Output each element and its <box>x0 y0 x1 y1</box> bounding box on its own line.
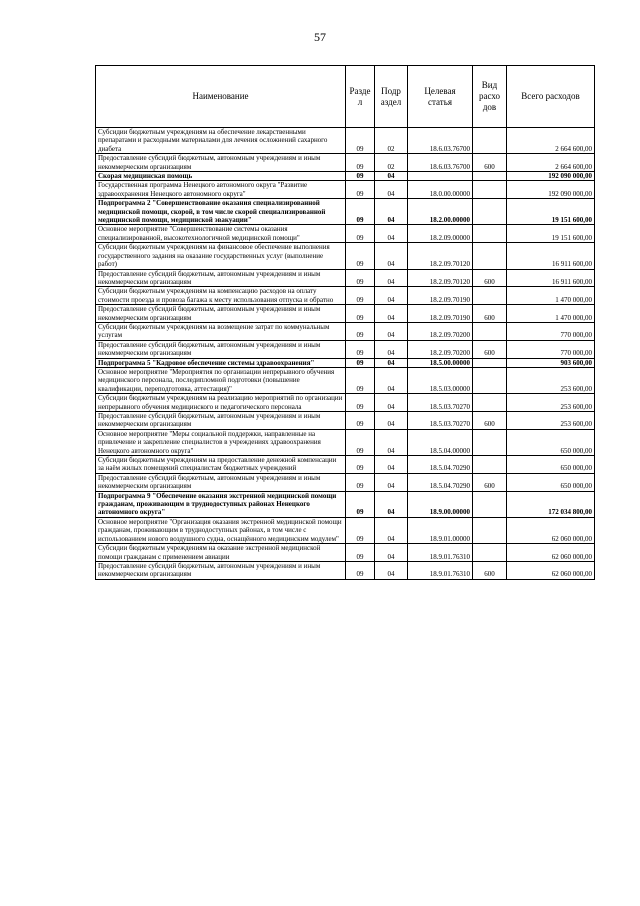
column-header-type: Вид расхо дов <box>473 66 507 128</box>
row-razdel-cell: 09 <box>346 322 375 340</box>
row-target-cell: 18.9.00.00000 <box>408 491 473 517</box>
row-type-cell <box>473 128 507 154</box>
row-razdel-cell: 09 <box>346 154 375 172</box>
row-podrazdel-cell: 04 <box>375 561 408 579</box>
row-razdel-cell: 09 <box>346 172 375 181</box>
row-name-cell: Скорая медицинская помощь <box>96 172 346 181</box>
row-name-cell: Основное мероприятие "Меры социальной поддержки, направленные на привлечение и закрепление специалистов в учреждениях здравоохранения Ненецкого автономного округа" <box>96 429 346 455</box>
row-total-cell: 192 090 000,00 <box>507 181 595 199</box>
row-type-cell: 600 <box>473 473 507 491</box>
row-target-cell: 18.5.03.00000 <box>408 367 473 393</box>
row-podrazdel-cell: 04 <box>375 412 408 430</box>
row-total-cell: 1 470 000,00 <box>507 287 595 305</box>
row-total-cell: 16 911 600,00 <box>507 269 595 287</box>
row-target-cell: 18.2.09.70120 <box>408 269 473 287</box>
row-target-cell: 18.9.01.76310 <box>408 544 473 562</box>
table-row <box>96 199 595 225</box>
row-total-cell: 16 911 600,00 <box>507 243 595 269</box>
row-razdel-cell: 09 <box>346 429 375 455</box>
row-razdel-cell: 09 <box>346 340 375 358</box>
row-podrazdel-cell: 04 <box>375 473 408 491</box>
row-razdel-cell: 09 <box>346 394 375 412</box>
row-podrazdel-cell: 04 <box>375 394 408 412</box>
row-razdel-cell: 09 <box>346 517 375 543</box>
row-total-cell: 62 060 000,00 <box>507 517 595 543</box>
table-row <box>96 225 595 243</box>
row-name-cell: Субсидии бюджетным учреждениям на реализацию мероприятий по организации непрерывного обучения медицинского и педагогического персонала <box>96 394 346 412</box>
row-total-cell: 192 090 000,00 <box>507 172 595 181</box>
table-row <box>96 367 595 393</box>
table-row <box>96 429 595 455</box>
row-total-cell: 253 600,00 <box>507 367 595 393</box>
row-podrazdel-cell: 04 <box>375 172 408 181</box>
row-podrazdel-cell: 04 <box>375 544 408 562</box>
row-razdel-cell: 09 <box>346 128 375 154</box>
row-podrazdel-cell: 04 <box>375 181 408 199</box>
row-razdel-cell: 09 <box>346 456 375 474</box>
table-row <box>96 154 595 172</box>
row-target-cell <box>408 172 473 181</box>
row-name-cell: Подпрограмма 9 "Обеспечение оказания экстренной медицинской помощи гражданам, проживающим в труднодоступных районах Ненецкого автономного округа" <box>96 491 346 517</box>
row-type-cell <box>473 172 507 181</box>
row-podrazdel-cell: 02 <box>375 128 408 154</box>
row-name-cell: Субсидии бюджетным учреждениям на оказание экстренной медицинской помощи гражданам с применением авиации <box>96 544 346 562</box>
row-razdel-cell: 09 <box>346 243 375 269</box>
column-header-total: Всего расходов <box>507 66 595 128</box>
row-podrazdel-cell: 04 <box>375 456 408 474</box>
table-row <box>96 128 595 154</box>
row-total-cell: 903 600,00 <box>507 358 595 367</box>
row-razdel-cell: 09 <box>346 367 375 393</box>
row-total-cell: 770 000,00 <box>507 322 595 340</box>
row-type-cell <box>473 358 507 367</box>
table-row <box>96 322 595 340</box>
row-podrazdel-cell: 02 <box>375 154 408 172</box>
row-name-cell: Предоставление субсидий бюджетным, автономным учреждениям и иным некоммерческим организациям <box>96 412 346 430</box>
row-name-cell: Предоставление субсидий бюджетным, автономным учреждениям и иным некоммерческим организациям <box>96 340 346 358</box>
table-row <box>96 544 595 562</box>
row-target-cell: 18.9.01.76310 <box>408 561 473 579</box>
row-target-cell: 18.5.04.00000 <box>408 429 473 455</box>
row-type-cell <box>473 517 507 543</box>
row-type-cell <box>473 491 507 517</box>
table-row <box>96 394 595 412</box>
row-podrazdel-cell: 04 <box>375 287 408 305</box>
row-target-cell: 18.5.03.70270 <box>408 412 473 430</box>
row-target-cell: 18.2.09.70200 <box>408 322 473 340</box>
row-razdel-cell: 09 <box>346 412 375 430</box>
row-razdel-cell: 09 <box>346 305 375 323</box>
row-target-cell: 18.2.09.70200 <box>408 340 473 358</box>
row-podrazdel-cell: 04 <box>375 429 408 455</box>
row-target-cell: 18.2.00.00000 <box>408 199 473 225</box>
row-podrazdel-cell: 04 <box>375 199 408 225</box>
row-target-cell: 18.2.09.70190 <box>408 305 473 323</box>
row-type-cell <box>473 225 507 243</box>
row-total-cell: 1 470 000,00 <box>507 305 595 323</box>
row-name-cell: Предоставление субсидий бюджетным, автономным учреждениям и иным некоммерческим организациям <box>96 305 346 323</box>
budget-table <box>95 65 595 580</box>
row-razdel-cell: 09 <box>346 225 375 243</box>
row-razdel-cell: 09 <box>346 561 375 579</box>
row-total-cell: 172 034 800,00 <box>507 491 595 517</box>
row-total-cell: 62 060 000,00 <box>507 561 595 579</box>
row-target-cell: 18.2.09.70120 <box>408 243 473 269</box>
row-total-cell: 770 000,00 <box>507 340 595 358</box>
row-name-cell: Основное мероприятие "Совершенствование системы оказания специализированной, высокотехнологичной медицинской помощи" <box>96 225 346 243</box>
row-total-cell: 253 600,00 <box>507 394 595 412</box>
row-type-cell <box>473 367 507 393</box>
row-target-cell: 18.5.04.70290 <box>408 473 473 491</box>
table-row <box>96 456 595 474</box>
row-total-cell: 19 151 600,00 <box>507 225 595 243</box>
row-podrazdel-cell: 04 <box>375 358 408 367</box>
table-header-row <box>96 66 595 128</box>
row-type-cell <box>473 181 507 199</box>
row-total-cell: 650 000,00 <box>507 473 595 491</box>
row-podrazdel-cell: 04 <box>375 367 408 393</box>
row-name-cell: Субсидии бюджетным учреждениям на возмещение затрат по коммунальным услугам <box>96 322 346 340</box>
row-name-cell: Подпрограмма 2 "Совершенствование оказания специализированной медицинской помощи, скорой, в том числе скорой специализированной медицинской помощи, медицинской эвакуации" <box>96 199 346 225</box>
row-type-cell: 600 <box>473 561 507 579</box>
column-header-podrazdel: Подр аздел <box>375 66 408 128</box>
table-row <box>96 287 595 305</box>
column-header-razdel: Разде л <box>346 66 375 128</box>
row-razdel-cell: 09 <box>346 287 375 305</box>
row-type-cell <box>473 456 507 474</box>
row-podrazdel-cell: 04 <box>375 225 408 243</box>
row-name-cell: Основное мероприятие "Мероприятия по организации непрерывного обучения медицинского персонала, последипломной подготовки (повышение квалификации, переподготовка, аттестация)" <box>96 367 346 393</box>
row-podrazdel-cell: 04 <box>375 517 408 543</box>
row-total-cell: 19 151 600,00 <box>507 199 595 225</box>
row-type-cell <box>473 199 507 225</box>
table-row <box>96 473 595 491</box>
row-type-cell: 600 <box>473 305 507 323</box>
row-target-cell: 18.5.03.70270 <box>408 394 473 412</box>
table-row <box>96 491 595 517</box>
row-target-cell: 18.2.09.00000 <box>408 225 473 243</box>
row-type-cell: 600 <box>473 269 507 287</box>
row-type-cell: 600 <box>473 412 507 430</box>
row-razdel-cell: 09 <box>346 199 375 225</box>
row-name-cell: Предоставление субсидий бюджетным, автономным учреждениям и иным некоммерческим организациям <box>96 473 346 491</box>
row-total-cell: 62 060 000,00 <box>507 544 595 562</box>
row-name-cell: Предоставление субсидий бюджетным, автономным учреждениям и иным некоммерческим организациям <box>96 269 346 287</box>
table-row <box>96 269 595 287</box>
table-row <box>96 340 595 358</box>
row-target-cell: 18.9.01.00000 <box>408 517 473 543</box>
table-row <box>96 358 595 367</box>
row-podrazdel-cell: 04 <box>375 269 408 287</box>
table-row <box>96 172 595 181</box>
column-header-name: Наименование <box>96 66 346 128</box>
row-target-cell: 18.5.04.70290 <box>408 456 473 474</box>
table-row <box>96 181 595 199</box>
row-podrazdel-cell: 04 <box>375 305 408 323</box>
row-target-cell: 18.6.03.76700 <box>408 128 473 154</box>
row-razdel-cell: 09 <box>346 269 375 287</box>
row-name-cell: Государственная программа Ненецкого автономного округа "Развитие здравоохранения Ненецкого автономного округа" <box>96 181 346 199</box>
row-type-cell <box>473 544 507 562</box>
table-row <box>96 243 595 269</box>
row-type-cell: 600 <box>473 154 507 172</box>
table-row <box>96 561 595 579</box>
row-total-cell: 2 664 600,00 <box>507 128 595 154</box>
row-name-cell: Субсидии бюджетным учреждениям на компенсацию расходов на оплату стоимости проезда и провоза багажа к месту использования отпуска и обратно <box>96 287 346 305</box>
table-row <box>96 517 595 543</box>
table-body <box>96 128 595 580</box>
row-name-cell: Предоставление субсидий бюджетным, автономным учреждениям и иным некоммерческим организациям <box>96 561 346 579</box>
row-razdel-cell: 09 <box>346 491 375 517</box>
row-razdel-cell: 09 <box>346 181 375 199</box>
row-target-cell: 18.2.09.70190 <box>408 287 473 305</box>
row-name-cell: Предоставление субсидий бюджетным, автономным учреждениям и иным некоммерческим организациям <box>96 154 346 172</box>
row-target-cell: 18.6.03.76700 <box>408 154 473 172</box>
row-target-cell: 18.0.00.00000 <box>408 181 473 199</box>
row-podrazdel-cell: 04 <box>375 340 408 358</box>
row-name-cell: Субсидии бюджетным учреждениям на финансовое обеспечение выполнения государственного задания на оказание государственных услуг (выполнение работ) <box>96 243 346 269</box>
row-name-cell: Подпрограмма 5 "Кадровое обеспечение системы здравоохранения" <box>96 358 346 367</box>
row-type-cell <box>473 429 507 455</box>
column-header-target: Целевая статья <box>408 66 473 128</box>
row-name-cell: Субсидии бюджетным учреждениям на предоставление денежной компенсации за наём жилых помещений специалистам бюджетных учреждений <box>96 456 346 474</box>
row-podrazdel-cell: 04 <box>375 322 408 340</box>
page-number: 57 <box>314 30 326 44</box>
row-total-cell: 253 600,00 <box>507 412 595 430</box>
row-type-cell <box>473 287 507 305</box>
row-razdel-cell: 09 <box>346 358 375 367</box>
row-razdel-cell: 09 <box>346 544 375 562</box>
table-row <box>96 305 595 323</box>
row-type-cell <box>473 394 507 412</box>
row-type-cell: 600 <box>473 340 507 358</box>
row-razdel-cell: 09 <box>346 473 375 491</box>
table-row <box>96 412 595 430</box>
row-type-cell <box>473 322 507 340</box>
row-total-cell: 2 664 600,00 <box>507 154 595 172</box>
row-target-cell: 18.5.00.00000 <box>408 358 473 367</box>
row-total-cell: 650 000,00 <box>507 429 595 455</box>
row-podrazdel-cell: 04 <box>375 243 408 269</box>
row-type-cell <box>473 243 507 269</box>
row-total-cell: 650 000,00 <box>507 456 595 474</box>
row-name-cell: Субсидии бюджетным учреждениям на обеспечение лекарственными препаратами и расходными материалами для лечения осложнений сахарного диабета <box>96 128 346 154</box>
row-name-cell: Основное мероприятие "Организация оказания экстренной медицинской помощи гражданам, проживающим в труднодоступных районах, в том числе с использованием нового воздушного судна, оснащённого медицинским модулем" <box>96 517 346 543</box>
row-podrazdel-cell: 04 <box>375 491 408 517</box>
